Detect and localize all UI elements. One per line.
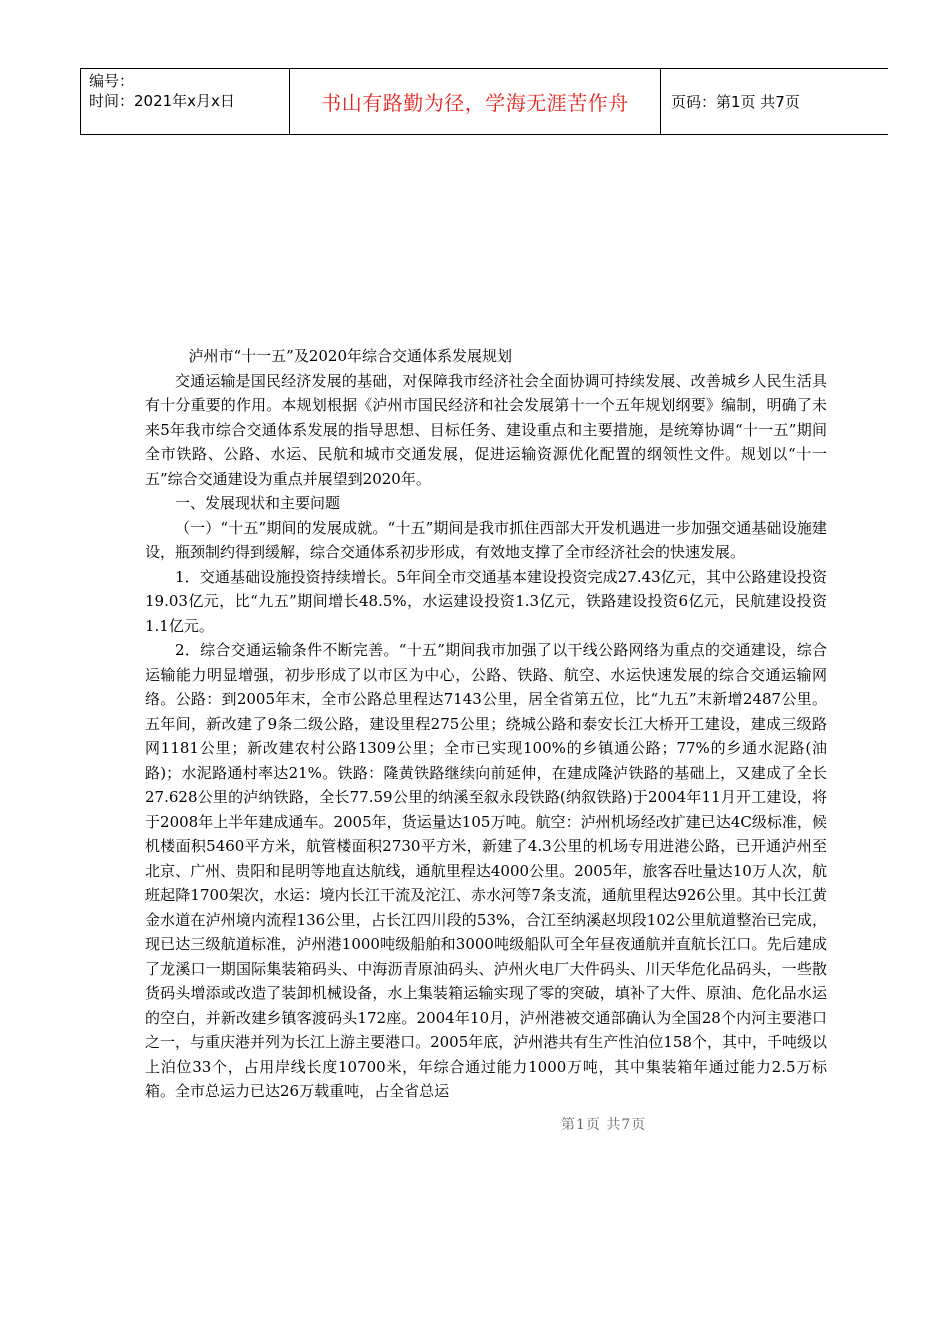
document-body	[145, 344, 827, 1104]
header-motto: 书山有路勤为径，学海无涯苦作舟	[321, 91, 629, 115]
document-number-label: 编号：	[89, 72, 135, 90]
section-heading: 一、发展现状和主要问题	[175, 494, 341, 512]
document-title: 泸州市“十一五”及2020年综合交通体系发展规划	[188, 347, 513, 365]
header-meta-cell	[81, 69, 290, 135]
document-time-label: 时间：2021年x月x日	[89, 92, 235, 110]
paragraph-intro: 交通运输是国民经济发展的基础，对保障我市经济社会全面协调可持续发展、改善城乡人民生活具有十分重要的作用。本规划根据《泸州市国民经济和社会发展第十一个五年规划纲要》编制，明确了未来5年我市综合交通体系发展的指导思想、目标任务、建设重点和主要措施，是统筹协调“十一五”期间全市铁路、公路、水运、民航和城市交通发展，促进运输资源优化配置的纲领性文件。规划以“十一五”综合交通建设为重点并展望到2020年。	[145, 371, 827, 488]
header-page-cell	[661, 69, 889, 135]
paragraph-investment: 1．交通基础设施投资持续增长。5年间全市交通基本建设投资完成27.43亿元，其中公路建设投资19.03亿元，比“九五”期间增长48.5%，水运建设投资1.3亿元，铁路建设投资6亿元，民航建设投资1.1亿元。	[145, 567, 827, 635]
page-footer-overlay: 第1页 共7页	[561, 1117, 647, 1133]
header-page-number: 页码：第1页 共7页	[671, 93, 800, 111]
paragraph-conditions: 2．综合交通运输条件不断完善。“十五”期间我市加强了以干线公路网络为重点的交通建设，综合运输能力明显增强，初步形成了以市区为中心，公路、铁路、航空、水运快速发展的综合交通运输网络。公路：到2005年末，全市公路总里程达7143公里，居全省第五位，比“九五”末新增2487公里。五年间，新改建了9条二级公路，建设里程275公里；绕城公路和泰安长江大桥开工建设，建成三级路网1181公里；新改建农村公路1309公里；全市已实现100%的乡镇通公路；77%的乡通水泥路(油路)；水泥路通村率达21%。铁路：隆黄铁路继续向前延伸，在建成隆泸铁路的基础上，又建成了全长27.628公里的泸纳铁路，全长77.59公里的纳溪至叙永段铁路(纳叙铁路)于2004年11月开工建设，将于2008年上半年建成通车。2005年，货运量达105万吨。航空：泸州机场经改扩建已达4C级标准，候机楼面积5460平方米，航管楼面积2730平方米，新建了4.3公里的机场专用进港公路，已开通泸州至北京、广州、贵阳和昆明等地直达航线，通航里程达4000公里。2005年，旅客吞吐量达10万人次，航班起降1700架次，水运：境内长江干流及沱江、赤水河等7条支流，通航里程达926公里。其中长江黄金水道在泸州境内流程136公里，占长江四川段的53%，合江至纳溪赵坝段102公里航道整治已完成，现已达三级航道标准，泸州港1000吨级船舶和3000吨级船队可全年昼夜通航并直航长江口。先后建成了龙溪口一期国际集装箱码头、中海沥青原油码头、泸州火电厂大件码头、川天华危化品码头，一些散货码头增添或改造了装卸机械设备，水上集装箱运输实现了零的突破，填补了大件、原油、危化品水运的空白，并新改建乡镇客渡码头172座。2004年10月，泸州港被交通部确认为全国28个内河主要港口之一，与重庆港并列为长江上游主要港口。2005年底，泸州港共有生产性泊位158个，其中，千吨级以上泊位33个，占用岸线长度10700米，年综合通过能力1000万吨，其中集装箱年通过能力2.5万标箱。全市总运力已达26万载重吨，占全省总运	[145, 641, 827, 1100]
header-motto-cell	[290, 69, 661, 135]
paragraph-achievements: （一）“十五”期间的发展成就。“十五”期间是我市抓住西部大开发机遇进一步加强交通基础设施建设，瓶颈制约得到缓解，综合交通体系初步形成，有效地支撑了全市经济社会的快速发展。	[145, 518, 827, 561]
header-table	[80, 68, 888, 135]
